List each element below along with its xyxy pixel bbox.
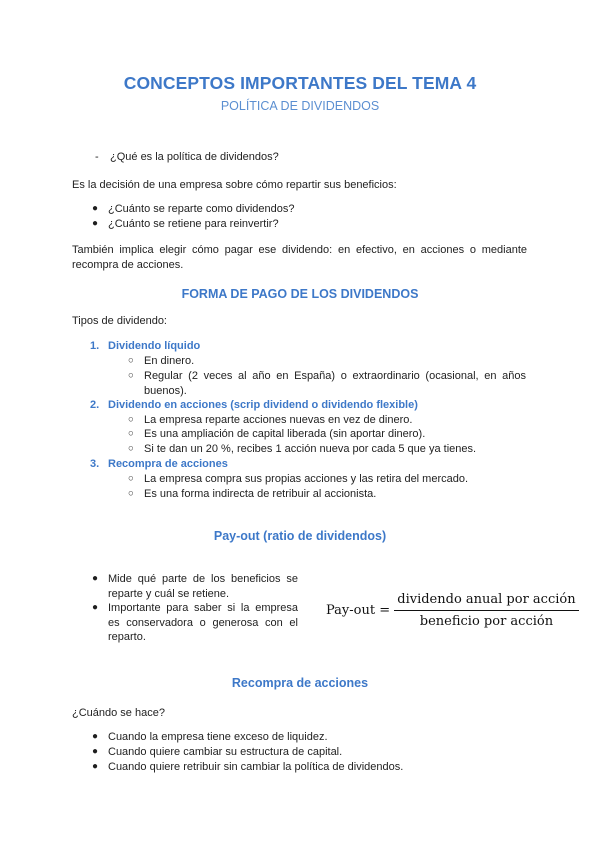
circle-bullet-icon: ○ [128,355,134,366]
sub-item-text: Si te dan un 20 %, recibes 1 acción nueva por cada 5 que ya tienes. [144,443,477,455]
sub-item-text: Regular (2 veces al año en España) o extraordinario (ocasional, en años buenos). [144,370,526,397]
circle-bullet-icon: ○ [128,370,134,381]
forma-pago-lead: Tipos de dividendo: [72,315,167,327]
page-title: CONCEPTOS IMPORTANTES DEL TEMA 4 [123,73,477,93]
item-label: Dividendo líquido [108,340,201,352]
list-item-text: Cuando quiere retribuir sin cambiar la política de dividendos. [108,761,404,773]
list-item-text: Mide qué parte de los beneficios se reparte y cuál se retiene. [108,573,298,600]
bullet-icon: ● [92,746,99,757]
bullet-icon: ● [92,761,99,772]
recompra-question: ¿Cuándo se hace? [72,707,165,719]
item-label: Dividendo en acciones (scrip dividend o dividendo flexible) [108,399,418,411]
intro-also: También implica elegir cómo pagar ese dividendo: en efectivo, en acciones o mediante recompra de acciones. [72,244,527,271]
list-item-text: ¿Cuánto se reparte como dividendos? [108,203,295,215]
section-heading-recompra: Recompra de acciones [231,676,369,690]
bullet-icon: ● [92,203,99,214]
payout-formula [326,592,579,629]
item-number: 1. [90,340,100,352]
bullet-icon: ● [92,573,99,584]
circle-bullet-icon: ○ [128,428,134,439]
sub-item-text: Es una ampliación de capital liberada (sin aportar dinero). [144,428,426,440]
section-heading-forma-pago: FORMA DE PAGO DE LOS DIVIDENDOS [181,287,419,301]
intro-question: ¿Qué es la política de dividendos? [110,151,279,163]
circle-bullet-icon: ○ [128,443,134,454]
section-heading-payout: Pay-out (ratio de dividendos) [213,529,387,543]
circle-bullet-icon: ○ [128,473,134,484]
page-subtitle: POLÍTICA DE DIVIDENDOS [220,99,380,113]
list-item-text: Cuando la empresa tiene exceso de liquidez. [108,731,328,743]
sub-item-text: La empresa compra sus propias acciones y las retira del mercado. [144,473,469,485]
item-number: 3. [90,458,100,470]
list-item-text: Cuando quiere cambiar su estructura de capital. [108,746,343,758]
dash-marker: - [95,151,99,163]
circle-bullet-icon: ○ [128,414,134,425]
formula-denominator: beneficio por acción [419,614,554,629]
intro-definition: Es la decisión de una empresa sobre cómo repartir sus beneficios: [72,179,397,191]
item-number: 2. [90,399,100,411]
list-item-text: ¿Cuánto se retiene para reinvertir? [108,218,279,230]
bullet-icon: ● [92,602,99,613]
formula-lhs: Pay-out = [326,603,391,618]
bullet-icon: ● [92,218,99,229]
formula-fraction [394,592,578,629]
formula-numerator: dividendo anual por acción [394,592,578,611]
item-label: Recompra de acciones [108,458,228,470]
sub-item-text: Es una forma indirecta de retribuir al accionista. [144,488,377,500]
sub-item-text: La empresa reparte acciones nuevas en vez de dinero. [144,414,413,426]
list-item-text: Importante para saber si la empresa es conservadora o generosa con el reparto. [108,602,298,643]
sub-item-text: En dinero. [144,355,195,367]
bullet-icon: ● [92,731,99,742]
circle-bullet-icon: ○ [128,488,134,499]
